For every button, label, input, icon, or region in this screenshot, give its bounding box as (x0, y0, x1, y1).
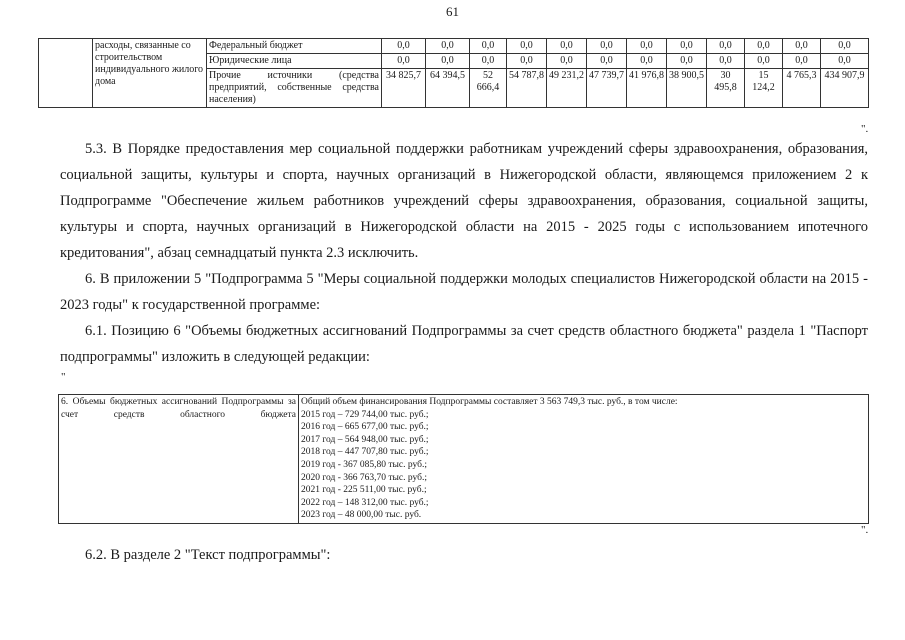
value-cell: 38 900,5 (667, 69, 707, 108)
year-amount-line: 2023 год – 48 000,00 тыс. руб. (301, 510, 422, 521)
year-amount-line: 2022 год – 148 312,00 тыс. руб.; (301, 497, 429, 508)
year-amount-line: 2021 год - 225 511,00 тыс. руб.; (301, 485, 427, 496)
page-number: 61 (446, 4, 459, 19)
value-cell: 0,0 (426, 54, 470, 69)
value-cell: 0,0 (426, 39, 470, 54)
year-amount-line: 2017 год – 564 948,00 тыс. руб.; (301, 434, 429, 445)
value-cell: 434 907,9 (821, 69, 869, 108)
financing-sources-table (38, 38, 869, 108)
value-cell: 52 666,4 (470, 69, 507, 108)
paragraph-6-1: 6.1. Позицию 6 "Объемы бюджетных ассигнований Подпрограммы за счет средств областного бюджета" раздела 1 "Паспорт подпрограммы" изложить в следующей редакции: (60, 323, 868, 365)
value-cell: 0,0 (745, 39, 783, 54)
paragraph-6-2: 6.2. В разделе 2 "Текст подпрограммы": (85, 547, 331, 563)
source-cell: Федеральный бюджет (207, 39, 382, 54)
category-cell: расходы, связанные со строительством индивидуального жилого дома (93, 39, 207, 108)
value-cell: 0,0 (783, 54, 821, 69)
closing-quote-mark: ". (861, 123, 869, 135)
financing-summary: Общий объем финансирования Подпрограммы составляет 3 563 749,3 тыс. руб., в том числе: (301, 397, 678, 407)
value-cell: 0,0 (547, 39, 587, 54)
value-cell: 41 976,8 (627, 69, 667, 108)
value-cell: 0,0 (745, 54, 783, 69)
value-cell: 0,0 (507, 39, 547, 54)
paragraph-5-3: 5.3. В Порядке предоставления мер социальной поддержки работникам учреждений сферы здравоохранения, образования, социальной защиты, культуры и спорта, научных организаций в Нижегородской области, являющемся приложением 2 к Подпрограмме "Обеспечение жильем работников учреждений сферы здравоохранения, образования, социальной защиты, культуры и спорта, научных организаций в Нижегородской области на 2015 - 2025 годы с использованием ипотечного кредитования", абзац семнадцатый пункта 2.3 исключить. (60, 141, 868, 261)
value-cell: 49 231,2 (547, 69, 587, 108)
value-cell: 0,0 (783, 39, 821, 54)
table-row (39, 39, 869, 54)
value-cell: 0,0 (707, 54, 745, 69)
value-cell: 0,0 (627, 54, 667, 69)
value-cell: 0,0 (470, 54, 507, 69)
value-cell: 0,0 (821, 54, 869, 69)
value-cell: 34 825,7 (382, 69, 426, 108)
value-cell: 0,0 (587, 39, 627, 54)
value-cell: 0,0 (821, 39, 869, 54)
source-cell: Прочие источники (средства предприятий, собственные средства населения) (207, 69, 382, 108)
value-cell: 15 124,2 (745, 69, 783, 108)
year-amount-line: 2019 год - 367 085,80 тыс. руб.; (301, 459, 427, 470)
year-amount-line: 2020 год - 366 763,70 тыс. руб.; (301, 472, 427, 483)
value-cell: 0,0 (470, 39, 507, 54)
paragraph-6: 6. В приложении 5 "Подпрограмма 5 "Меры социальной поддержки молодых специалистов Нижегородской области на 2015 - 2023 годы" к государственной программе: (60, 271, 868, 313)
value-cell: 0,0 (667, 54, 707, 69)
value-cell: 0,0 (587, 54, 627, 69)
value-cell: 54 787,8 (507, 69, 547, 108)
position-label-cell: 6. Объемы бюджетных ассигнований Подпрограммы за счет средств областного бюджета (59, 395, 299, 524)
value-cell: 47 739,7 (587, 69, 627, 108)
budget-allocation-table (58, 394, 869, 524)
value-cell: 0,0 (507, 54, 547, 69)
year-amount-line: 2018 год – 447 707,80 тыс. руб.; (301, 447, 429, 458)
value-cell: 0,0 (547, 54, 587, 69)
year-amount-line: 2015 год – 729 744,00 тыс. руб.; (301, 409, 429, 420)
value-cell: 0,0 (382, 54, 426, 69)
value-cell: 0,0 (667, 39, 707, 54)
opening-quote-mark: " (61, 371, 66, 383)
value-cell: 30 495,8 (707, 69, 745, 108)
closing-quote-mark-2: ". (861, 524, 869, 536)
value-cell: 4 765,3 (783, 69, 821, 108)
source-cell: Юридические лица (207, 54, 382, 69)
value-cell: 64 394,5 (426, 69, 470, 108)
value-cell: 0,0 (707, 39, 745, 54)
value-cell: 0,0 (627, 39, 667, 54)
value-cell: 0,0 (382, 39, 426, 54)
empty-cell (39, 39, 93, 108)
table-row (59, 395, 869, 524)
financing-details-cell (299, 395, 869, 524)
year-amount-line: 2016 год – 665 677,00 тыс. руб.; (301, 422, 429, 433)
